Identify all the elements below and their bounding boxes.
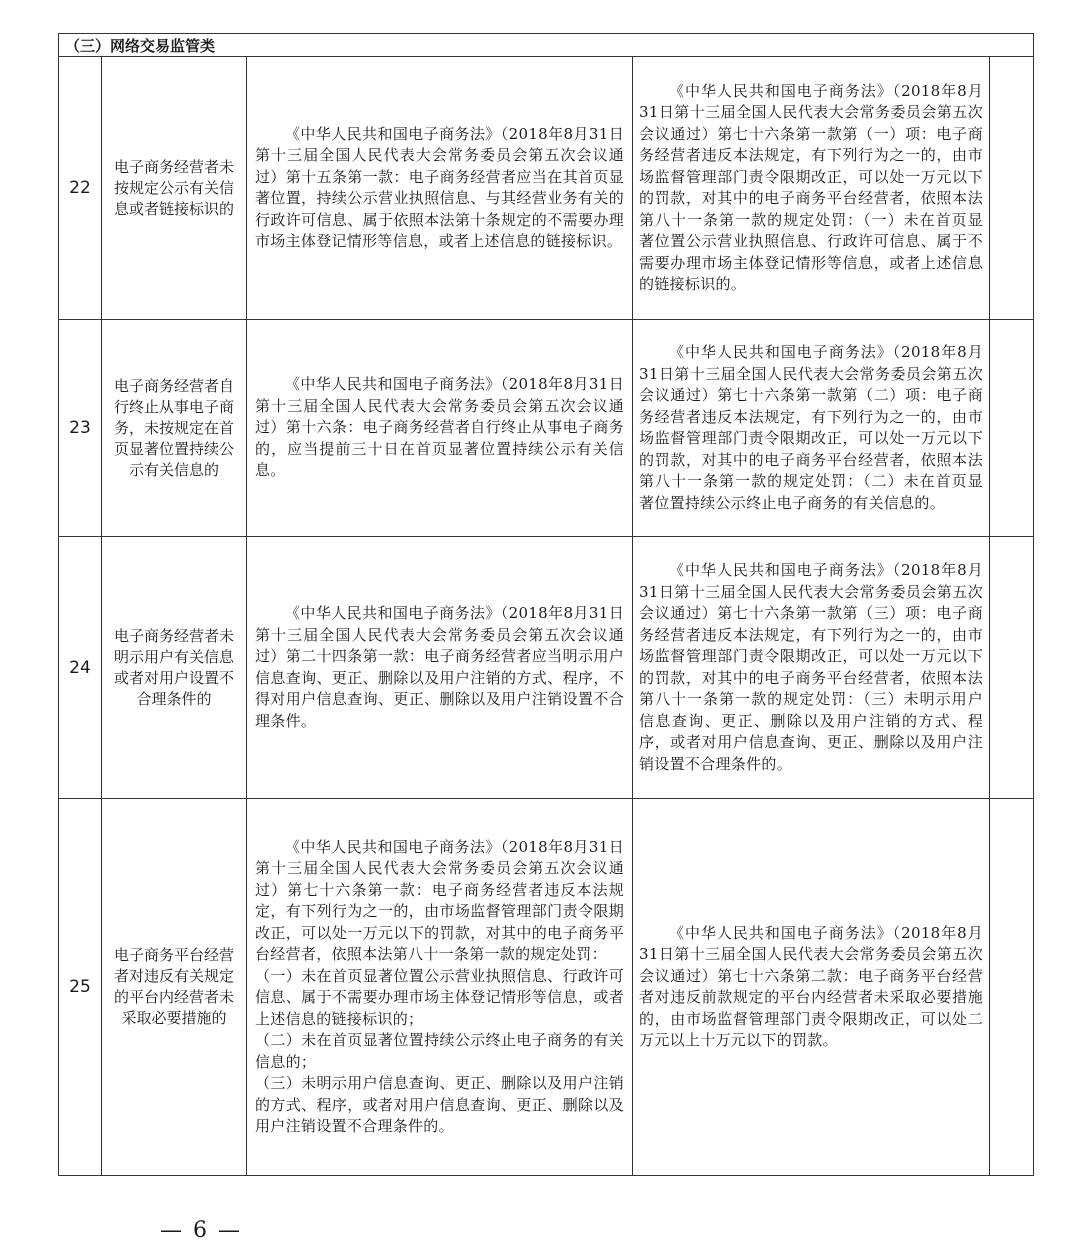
- regulation-table: [58, 33, 1034, 1176]
- row-number: 25: [59, 799, 102, 1176]
- legal-basis: [247, 537, 633, 799]
- remarks-cell: [990, 799, 1034, 1176]
- table-row: [59, 799, 1034, 1176]
- penalty-basis-text: 《中华人民共和国电子商务法》（2018年8月31日第十三届全国人民代表大会常务委员会第五次会议通过）第七十六条第一款第（二）项：电子商务经营者违反本法规定，有下列行为之一的，由市场监督管理部门责令限期改正，可以处一万元以下的罚款，对其中的电子商务平台经营者，依照本法第八十一条第一款的规定处罚：（二）未在首页显著位置持续公示终止电子商务的有关信息的。: [639, 343, 983, 512]
- legal-basis: [247, 320, 633, 537]
- violation-name: 电子商务经营者自行终止从事电子商务，未按规定在首页显著位置持续公示有关信息的: [102, 320, 247, 537]
- table-row: [59, 57, 1034, 320]
- row-number: 23: [59, 320, 102, 537]
- remarks-cell: [990, 537, 1034, 799]
- page-number: — 6 —: [160, 1218, 242, 1243]
- section-title: （三）网络交易监管类: [59, 34, 1034, 57]
- legal-basis-text: 《中华人民共和国电子商务法》（2018年8月31日第十三届全国人民代表大会常务委员会第五次会议通过）第二十四条第一款：电子商务经营者应当明示用户信息查询、更正、删除以及用户注销的方式、程序，不得对用户信息查询、更正、删除以及用户注销设置不合理条件。: [255, 604, 624, 730]
- table-row: [59, 320, 1034, 537]
- legal-basis-text: 《中华人民共和国电子商务法》（2018年8月31日第十三届全国人民代表大会常务委员会第五次会议通过）第十六条：电子商务经营者自行终止从事电子商务的，应当提前三十日在首页显著位置持续公示有关信息。: [255, 375, 624, 480]
- legal-basis: [247, 57, 633, 320]
- violation-name: 电子商务经营者未明示用户有关信息或者对用户设置不合理条件的: [102, 537, 247, 799]
- legal-basis: [247, 799, 633, 1176]
- row-number: 22: [59, 57, 102, 320]
- table-row: [59, 537, 1034, 799]
- remarks-cell: [990, 57, 1034, 320]
- remarks-cell: [990, 320, 1034, 537]
- legal-basis-text: 《中华人民共和国电子商务法》（2018年8月31日第十三届全国人民代表大会常务委员会第五次会议通过）第十五条第一款：电子商务经营者应当在其首页显著位置，持续公示营业执照信息、与其经营业务有关的行政许可信息、属于依照本法第十条规定的不需要办理市场主体登记情形等信息，或者上述信息的链接标识。: [255, 124, 624, 250]
- penalty-basis: [633, 57, 990, 320]
- penalty-basis-text: 《中华人民共和国电子商务法》（2018年8月31日第十三届全国人民代表大会常务委员会第五次会议通过）第七十六条第一款第（一）项：电子商务经营者违反本法规定，有下列行为之一的，由市场监督管理部门责令限期改正，可以处一万元以下的罚款，对其中的电子商务平台经营者，依照本法第八十一条第一款的规定处罚：（一）未在首页显著位置公示营业执照信息、行政许可信息、属于不需要办理市场主体登记情形等信息，或者上述信息的链接标识的。: [639, 81, 983, 293]
- violation-name: 电子商务平台经营者对违反有关规定的平台内经营者未采取必要措施的: [102, 799, 247, 1176]
- penalty-basis-text: 《中华人民共和国电子商务法》（2018年8月31日第十三届全国人民代表大会常务委员会第五次会议通过）第七十六条第二款：电子商务平台经营者对违反前款规定的平台内经营者未采取必要措施的，由市场监督管理部门责令限期改正，可以处二万元以上十万元以下的罚款。: [639, 923, 983, 1049]
- row-number: 24: [59, 537, 102, 799]
- penalty-basis-text: 《中华人民共和国电子商务法》（2018年8月31日第十三届全国人民代表大会常务委员会第五次会议通过）第七十六条第一款第（三）项：电子商务经营者违反本法规定，有下列行为之一的，由市场监督管理部门责令限期改正，可以处一万元以下的罚款，对其中的电子商务平台经营者，依照本法第八十一条第一款的规定处罚：（三）未明示用户信息查询、更正、删除以及用户注销的方式、程序，或者对用户信息查询、更正、删除以及用户注销设置不合理条件的。: [639, 561, 983, 773]
- penalty-basis: [633, 799, 990, 1176]
- penalty-basis: [633, 537, 990, 799]
- violation-name: 电子商务经营者未按规定公示有关信息或者链接标识的: [102, 57, 247, 320]
- legal-basis-text: 《中华人民共和国电子商务法》（2018年8月31日第十三届全国人民代表大会常务委员会第五次会议通过）第七十六条第一款：电子商务经营者违反本法规定，有下列行为之一的，由市场监督管理部门责令限期改正，可以处一万元以下的罚款，对其中的电子商务平台经营者，依照本法第八十一条第一款的规定处罚： （一）未在首页显著位置公示营业执照信息、行政许可信息、属于不需要办理市场主体登记情形等信息，或者上述信息的链接标识的； （二）未在首页显著位置持续公示终止电子商务的有关信息的； （三）未明示用户信息查询、更正、删除以及用户注销的方式、程序，或者对用户信息查询、更正、删除以及用户注销设置不合理条件的。: [255, 837, 624, 1135]
- penalty-basis: [633, 320, 990, 537]
- section-header-row: [59, 34, 1034, 57]
